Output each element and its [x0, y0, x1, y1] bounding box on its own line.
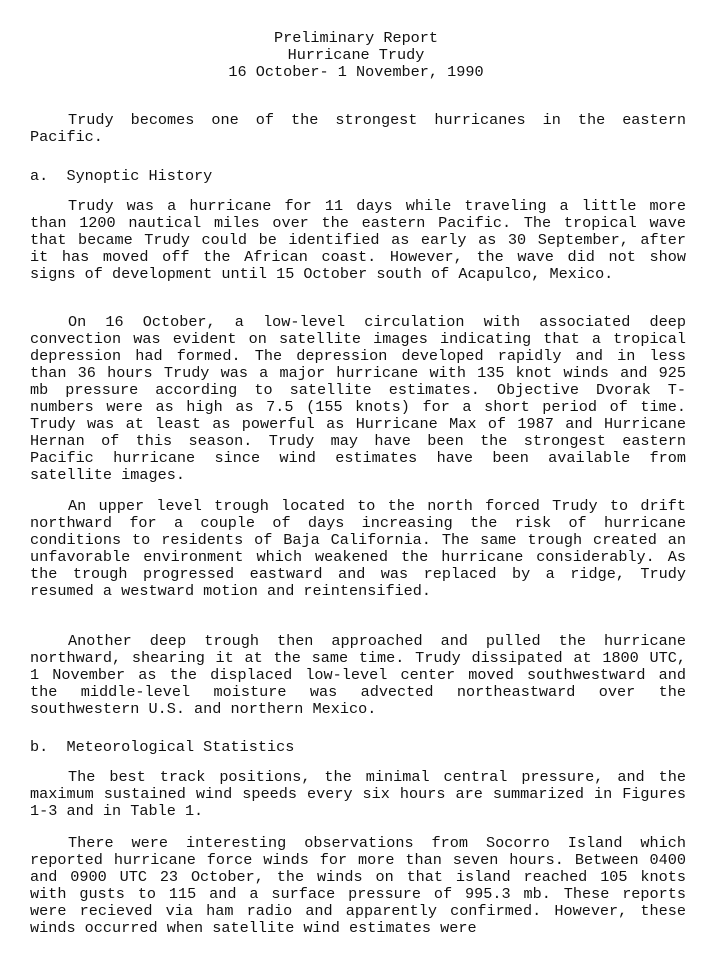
statistics-paragraph-2: There were interesting observations from Socorro Island which reported hurricane force winds for more than seven hours. Between 0400 and 0900 UTC 23 October, the winds on that island reached 105 knots with gusts to 115 and a surface pressure of 995.3 mb. These reports were recieved via ham radio and apparently confirmed. However, these winds occurred when satellite wind estimates were: [30, 834, 686, 937]
report-type: Preliminary Report: [273, 29, 439, 47]
synoptic-paragraph-1: Trudy was a hurricane for 11 days while traveling a little more than 1200 nautical miles over the eastern Pacific. The tropical wave that became Trudy could be identified as early as 30 September, after it has moved off the African coast. However, the wave did not show signs of development until 15 October south of Acapulco, Mexico.: [30, 197, 686, 283]
storm-dates: 16 October- 1 November, 1990: [228, 63, 484, 81]
section-heading-meteorological-statistics: b. Meteorological Statistics: [30, 738, 295, 756]
storm-name: Hurricane Trudy: [287, 46, 425, 64]
synoptic-paragraph-2: On 16 October, a low-level circulation with associated deep convection was evident on satellite images indicating that a tropical depression had formed. The depression developed rapidly and in less than 36 hours Trudy was a major hurricane with 135 knot winds and 925 mb pressure according to satellite estimates. Objective Dvorak T-numbers were as high as 7.5 (155 knots) for a short period of time. Trudy was at least as powerful as Hurricane Max of 1987 and Hurricane Hernan of this season. Trudy may have been the strongest eastern Pacific hurricane since wind estimates have been available from satellite images.: [30, 313, 686, 484]
intro-paragraph: Trudy becomes one of the strongest hurricanes in the eastern Pacific.: [30, 111, 686, 146]
synoptic-paragraph-3: An upper level trough located to the north forced Trudy to drift northward for a couple of days increasing the risk of hurricane conditions to residents of Baja California. The same trough created an unfavorable environment which weakened the hurricane considerably. As the trough progressed eastward and was replaced by a ridge, Trudy resumed a westward motion and reintensified.: [30, 497, 686, 600]
statistics-paragraph-1: The best track positions, the minimal central pressure, and the maximum sustained wind speeds every six hours are summarized in Figures 1-3 and in Table 1.: [30, 768, 686, 820]
synoptic-paragraph-4: Another deep trough then approached and pulled the hurricane northward, shearing it at the same time. Trudy dissipated at 1800 UTC, 1 November as the displaced low-level center moved southwestward and the middle-level moisture was advected northeastward over the southwestern U.S. and northern Mexico.: [30, 632, 686, 718]
section-heading-synoptic-history: a. Synoptic History: [30, 167, 213, 185]
report-header: [0, 30, 712, 81]
